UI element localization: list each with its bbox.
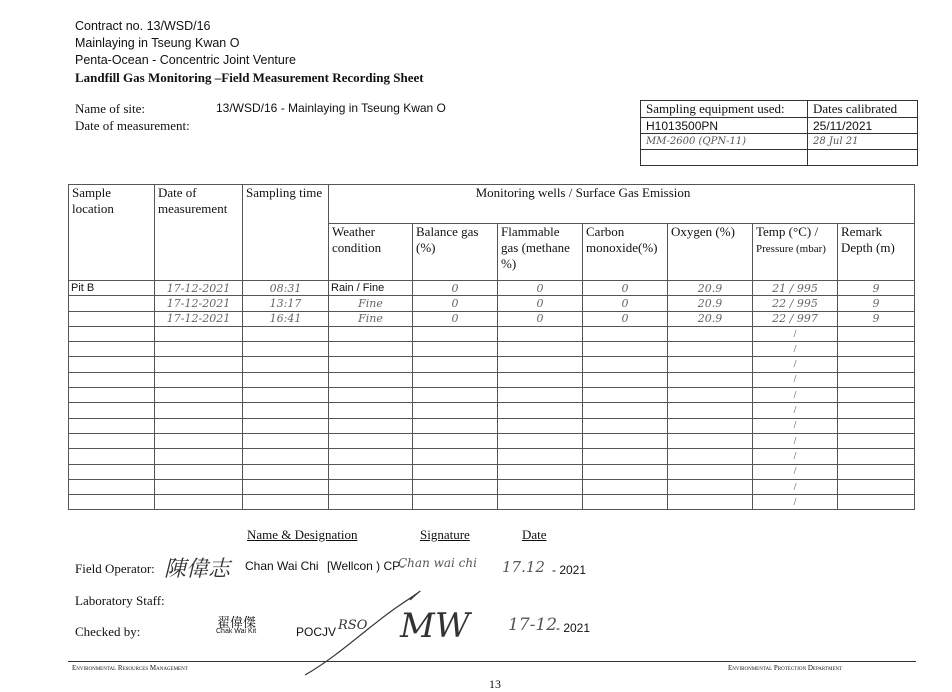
cell-remark <box>838 449 915 464</box>
cell-location <box>69 326 155 341</box>
field-operator-company: [Wellcon ) CP- <box>327 559 405 573</box>
cell-temp: / <box>753 357 838 372</box>
cell-time <box>243 479 329 494</box>
cell-balance <box>413 357 498 372</box>
calibrated-header: Dates calibrated <box>808 101 918 118</box>
footer-right: Environmental Protection Department <box>728 664 843 672</box>
table-row <box>69 449 915 464</box>
cell-time: 16:41 <box>243 311 329 326</box>
cell-weather <box>329 372 413 387</box>
cell-remark <box>838 495 915 510</box>
cell-remark: 9 <box>838 311 915 326</box>
table-row <box>69 464 915 479</box>
cell-balance <box>413 449 498 464</box>
cell-carbon <box>583 418 668 433</box>
header-temp <box>753 224 838 281</box>
cell-flammable <box>498 342 583 357</box>
cell-flammable <box>498 403 583 418</box>
cell-time <box>243 388 329 403</box>
cell-balance <box>413 403 498 418</box>
cell-time <box>243 403 329 418</box>
cell-date: 17-12-2021 <box>155 311 243 326</box>
header-date: Date of measurement <box>155 185 243 281</box>
cell-balance <box>413 479 498 494</box>
cell-location <box>69 479 155 494</box>
cell-flammable <box>498 449 583 464</box>
checked-date: 17-12 <box>508 615 558 635</box>
cell-flammable <box>498 388 583 403</box>
cell-flammable: 0 <box>498 296 583 311</box>
cell-carbon: 0 <box>583 281 668 296</box>
contractor-name: Penta-Ocean - Concentric Joint Venture <box>75 53 296 67</box>
cell-carbon: 0 <box>583 296 668 311</box>
signoff-date-header: Date <box>522 527 547 542</box>
cell-remark <box>838 342 915 357</box>
cell-carbon: 0 <box>583 311 668 326</box>
cell-temp: / <box>753 464 838 479</box>
cell-flammable: 0 <box>498 281 583 296</box>
cell-oxygen <box>668 342 753 357</box>
cell-temp: / <box>753 342 838 357</box>
header-group: Monitoring wells / Surface Gas Emission <box>329 185 915 224</box>
cell-remark <box>838 326 915 341</box>
cell-flammable <box>498 479 583 494</box>
checked-by-label: Checked by: <box>75 624 141 639</box>
cell-oxygen: 20.9 <box>668 281 753 296</box>
table-row <box>69 479 915 494</box>
table-row <box>69 495 915 510</box>
cell-balance: 0 <box>413 311 498 326</box>
cell-weather: Rain / Fine <box>329 281 413 296</box>
table-row <box>69 388 915 403</box>
cell-remark: 9 <box>838 281 915 296</box>
cell-time <box>243 433 329 448</box>
cell-weather <box>329 388 413 403</box>
cell-balance <box>413 433 498 448</box>
cell-location <box>69 311 155 326</box>
cell-date <box>155 388 243 403</box>
cell-balance <box>413 495 498 510</box>
cell-carbon <box>583 357 668 372</box>
field-operator-label: Field Operator: <box>75 561 155 576</box>
cell-time <box>243 464 329 479</box>
cell-flammable <box>498 418 583 433</box>
cell-oxygen <box>668 495 753 510</box>
cell-balance <box>413 372 498 387</box>
cell-weather <box>329 403 413 418</box>
cell-carbon <box>583 449 668 464</box>
cell-weather <box>329 449 413 464</box>
cell-remark <box>838 357 915 372</box>
cell-balance <box>413 418 498 433</box>
cell-balance <box>413 388 498 403</box>
signoff-signature-header: Signature <box>420 527 470 542</box>
date-label: Date of measurement: <box>75 118 190 133</box>
equipment-1: H1013500PN <box>641 118 808 134</box>
cell-weather <box>329 433 413 448</box>
cell-location <box>69 418 155 433</box>
cell-date <box>155 418 243 433</box>
header-time: Sampling time <box>243 185 329 281</box>
cell-temp: / <box>753 372 838 387</box>
site-value: 13/WSD/16 - Mainlaying in Tseung Kwan O <box>216 101 446 115</box>
cell-date <box>155 403 243 418</box>
site-label: Name of site: <box>75 101 146 116</box>
cell-carbon <box>583 342 668 357</box>
cell-flammable <box>498 326 583 341</box>
cell-time: 08:31 <box>243 281 329 296</box>
field-operator-date: 17.12 <box>502 558 545 576</box>
cell-remark <box>838 372 915 387</box>
laboratory-label: Laboratory Staff: <box>75 593 165 608</box>
header-remark: Remark Depth (m) <box>838 224 915 281</box>
cell-temp: / <box>753 433 838 448</box>
cell-location <box>69 372 155 387</box>
cell-location: Pit B <box>69 281 155 296</box>
cell-date <box>155 495 243 510</box>
cell-balance <box>413 326 498 341</box>
checked-company: POCJV <box>296 625 337 639</box>
cell-date <box>155 449 243 464</box>
header-weather: Weather condition <box>329 224 413 281</box>
cell-weather: Fine <box>329 311 413 326</box>
equipment-2: MM-2600 (QPN-11) <box>641 134 808 150</box>
cell-balance: 0 <box>413 281 498 296</box>
cell-oxygen <box>668 449 753 464</box>
calibrated-1: 25/11/2021 <box>808 118 918 134</box>
cell-carbon <box>583 326 668 341</box>
cell-date <box>155 464 243 479</box>
cell-temp: / <box>753 388 838 403</box>
cell-flammable: 0 <box>498 311 583 326</box>
cell-temp: 22 / 995 <box>753 296 838 311</box>
cell-date: 17-12-2021 <box>155 281 243 296</box>
cell-carbon <box>583 479 668 494</box>
cell-time <box>243 326 329 341</box>
cell-remark <box>838 479 915 494</box>
table-row <box>69 372 915 387</box>
table-row <box>69 281 915 296</box>
cell-time <box>243 372 329 387</box>
cell-temp: / <box>753 449 838 464</box>
checked-role: RSO <box>338 618 368 633</box>
field-operator-signature: Chan wai chi <box>398 556 477 570</box>
cell-balance: 0 <box>413 296 498 311</box>
cell-weather <box>329 418 413 433</box>
cell-location <box>69 433 155 448</box>
cell-temp: / <box>753 495 838 510</box>
cell-date: 17-12-2021 <box>155 296 243 311</box>
cell-flammable <box>498 464 583 479</box>
field-operator-name: Chan Wai Chi <box>245 559 319 573</box>
table-row <box>69 403 915 418</box>
cell-time <box>243 342 329 357</box>
cell-location <box>69 449 155 464</box>
cell-date <box>155 479 243 494</box>
cell-carbon <box>583 388 668 403</box>
header-carbon: Carbon monoxide(%) <box>583 224 668 281</box>
cell-oxygen <box>668 357 753 372</box>
header-balance: Balance gas (%) <box>413 224 498 281</box>
cell-oxygen <box>668 388 753 403</box>
cell-weather <box>329 495 413 510</box>
cell-location <box>69 464 155 479</box>
cell-remark <box>838 433 915 448</box>
cell-oxygen <box>668 433 753 448</box>
checked-signature: MW <box>400 606 470 646</box>
header-pressure-label: Pressure (mbar) <box>756 243 826 256</box>
cell-temp: / <box>753 403 838 418</box>
header-flammable: Flammable gas (methane %) <box>498 224 583 281</box>
table-row <box>69 433 915 448</box>
cell-time <box>243 418 329 433</box>
cell-location <box>69 403 155 418</box>
checked-year: - 2021 <box>556 621 591 635</box>
field-operator-chinese-signature: 陳偉志 <box>164 557 231 582</box>
cell-location <box>69 495 155 510</box>
table-row <box>69 311 915 326</box>
cell-date <box>155 372 243 387</box>
table-row <box>69 418 915 433</box>
cell-flammable <box>498 372 583 387</box>
cell-oxygen <box>668 403 753 418</box>
cell-oxygen <box>668 479 753 494</box>
cell-location <box>69 296 155 311</box>
table-row <box>69 342 915 357</box>
cell-weather <box>329 326 413 341</box>
header-oxygen: Oxygen (%) <box>668 224 753 281</box>
cell-oxygen: 20.9 <box>668 311 753 326</box>
cell-location <box>69 357 155 372</box>
cell-time <box>243 495 329 510</box>
cell-flammable <box>498 357 583 372</box>
cell-carbon <box>583 495 668 510</box>
equipment-table <box>640 100 918 166</box>
cell-oxygen <box>668 418 753 433</box>
header-temp-label: Temp (°C) / <box>756 224 819 240</box>
cell-location <box>69 388 155 403</box>
measurement-table <box>68 184 915 510</box>
equipment-header: Sampling equipment used: <box>641 101 808 118</box>
cell-remark: 9 <box>838 296 915 311</box>
calibrated-blank <box>808 150 918 166</box>
signoff-name-header: Name & Designation <box>247 527 358 542</box>
sheet-title: Landfill Gas Monitoring –Field Measurement Recording Sheet <box>75 70 424 85</box>
cell-remark <box>838 418 915 433</box>
cell-balance <box>413 342 498 357</box>
cell-oxygen <box>668 372 753 387</box>
cell-carbon <box>583 464 668 479</box>
cell-time <box>243 449 329 464</box>
cell-temp: / <box>753 418 838 433</box>
cell-carbon <box>583 403 668 418</box>
cell-remark <box>838 464 915 479</box>
cell-time <box>243 357 329 372</box>
cell-oxygen <box>668 326 753 341</box>
field-operator-year: - 2021 <box>552 563 587 577</box>
cell-temp: 21 / 995 <box>753 281 838 296</box>
footer-rule <box>68 661 916 662</box>
contract-number: Contract no. 13/WSD/16 <box>75 19 211 33</box>
project-name: Mainlaying in Tseung Kwan O <box>75 36 240 50</box>
calibrated-2: 28 Jul 21 <box>808 134 918 150</box>
cell-oxygen: 20.9 <box>668 296 753 311</box>
cell-location <box>69 342 155 357</box>
cell-remark <box>838 403 915 418</box>
cell-carbon <box>583 433 668 448</box>
cell-flammable <box>498 433 583 448</box>
table-row <box>69 326 915 341</box>
page-number: 13 <box>489 677 501 691</box>
cell-temp: / <box>753 326 838 341</box>
cell-remark <box>838 388 915 403</box>
cell-oxygen <box>668 464 753 479</box>
cell-date <box>155 433 243 448</box>
cell-date <box>155 326 243 341</box>
cell-flammable <box>498 495 583 510</box>
cell-weather <box>329 357 413 372</box>
cell-time: 13:17 <box>243 296 329 311</box>
checked-name: Chak Wai Kit <box>216 628 257 635</box>
cell-balance <box>413 464 498 479</box>
cell-weather <box>329 342 413 357</box>
table-row <box>69 357 915 372</box>
table-body <box>69 281 915 510</box>
cell-weather <box>329 479 413 494</box>
cell-date <box>155 342 243 357</box>
cell-temp: / <box>753 479 838 494</box>
cell-temp: 22 / 997 <box>753 311 838 326</box>
cell-date <box>155 357 243 372</box>
cell-carbon <box>583 372 668 387</box>
checked-chinese-name: 翟偉傑 <box>217 615 257 630</box>
table-row <box>69 296 915 311</box>
signature-stroke <box>300 585 500 680</box>
footer-left: Environmental Resources Management <box>72 664 188 672</box>
cell-weather: Fine <box>329 296 413 311</box>
cell-weather <box>329 464 413 479</box>
equipment-blank <box>641 150 808 166</box>
header-location: Sample location <box>69 185 155 281</box>
